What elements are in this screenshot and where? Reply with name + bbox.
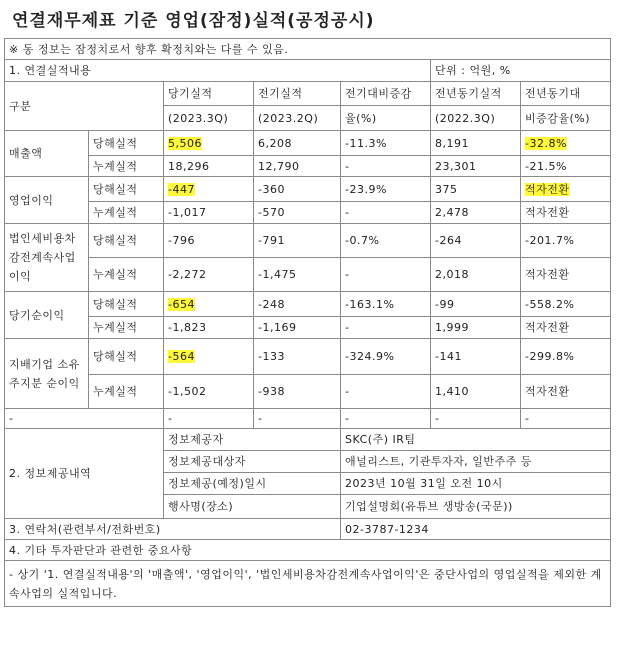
period-label: 당해실적 [89, 177, 164, 202]
header-qoq-sub: 율(%) [341, 106, 431, 131]
note-row [5, 561, 611, 607]
controlling-cum-prev: -938 [254, 375, 341, 409]
controlling-cum-current: -1,502 [164, 375, 254, 409]
pretax-yoy-value: -201.7% [521, 224, 611, 258]
disclosure-table [4, 38, 611, 607]
sales-cum-yoy: -21.5% [521, 156, 611, 177]
net-label: 당기순이익 [5, 292, 89, 339]
pretax-yoy-base-value: -264 [431, 224, 521, 258]
operating-cum-qoq: - [341, 202, 431, 224]
sales-cum-qoq: - [341, 156, 431, 177]
sales-qoq-value: -11.3% [341, 131, 431, 156]
table-row [5, 375, 611, 409]
table-row [5, 258, 611, 292]
net-cum-prev: -1,169 [254, 317, 341, 339]
net-cum-yoy-base: 1,999 [431, 317, 521, 339]
notice-text: ※ 동 정보는 잠정치로서 향후 확정치와는 다를 수 있음. [5, 39, 611, 60]
net-cum-current: -1,823 [164, 317, 254, 339]
section2-label: 2. 정보제공내역 [5, 429, 164, 519]
section3-label: 3. 연락처(관련부서/전화번호) [5, 519, 341, 540]
controlling-yoy-base-value: -141 [431, 339, 521, 375]
event-label: 행사명(장소) [164, 495, 341, 519]
section1-label: 1. 연결실적내용 [5, 60, 431, 82]
period-label: 누계실적 [89, 258, 164, 292]
operating-cum-yoy-base: 2,478 [431, 202, 521, 224]
table-row [5, 339, 611, 375]
table-row [5, 156, 611, 177]
pretax-prev-value: -791 [254, 224, 341, 258]
sales-yoy-value: -32.8% [525, 136, 567, 150]
controlling-label: 지배기업 소유주지분 순이익 [5, 339, 89, 409]
sales-yoy-base-value: 8,191 [431, 131, 521, 156]
empty-cell: - [431, 409, 521, 429]
pretax-label: 법인세비용차감전계속사업이익 [5, 224, 89, 292]
sales-current-value: 5,506 [168, 136, 202, 150]
contact-value: 02-3787-1234 [341, 519, 611, 540]
header-current-period: (2023.3Q) [164, 106, 254, 131]
operating-qoq-value: -23.9% [341, 177, 431, 202]
controlling-prev-value: -133 [254, 339, 341, 375]
sales-label: 매출액 [5, 131, 89, 177]
operating-current-value: -447 [168, 182, 195, 196]
controlling-cum-yoy-base: 1,410 [431, 375, 521, 409]
header-prev: 전기실적 [254, 82, 341, 106]
pretax-cum-yoy-base: 2,018 [431, 258, 521, 292]
pretax-cum-yoy: 적자전환 [521, 258, 611, 292]
table-row [5, 131, 611, 156]
controlling-qoq-value: -324.9% [341, 339, 431, 375]
pretax-cum-qoq: - [341, 258, 431, 292]
empty-cell: - [341, 409, 431, 429]
section4-note: - 상기 '1. 연결실적내용'의 '매출액', '영업이익', '법인세비용차감전계속사업이익'은 중단사업의 영업실적을 제외한 계속사업의 실적입니다. [5, 561, 611, 607]
table-row [5, 292, 611, 317]
operating-yoy-base-value: 375 [431, 177, 521, 202]
pretax-cum-current: -2,272 [164, 258, 254, 292]
sales-cum-yoy-base: 23,301 [431, 156, 521, 177]
period-label: 당해실적 [89, 339, 164, 375]
net-prev-value: -248 [254, 292, 341, 317]
empty-cell: - [254, 409, 341, 429]
period-label: 누계실적 [89, 375, 164, 409]
header-yoy-sub: 비증감율(%) [521, 106, 611, 131]
unit-label: 단위 : 억원, % [431, 60, 611, 82]
sales-cum-prev: 12,790 [254, 156, 341, 177]
net-yoy-base-value: -99 [431, 292, 521, 317]
schedule-value: 2023년 10월 31일 오전 10시 [341, 473, 611, 495]
recipient-label: 정보제공대상자 [164, 451, 341, 473]
section4-label: 4. 기타 투자판단과 관련한 중요사항 [5, 540, 611, 561]
header-yoy: 전년동기대 [521, 82, 611, 106]
net-cum-qoq: - [341, 317, 431, 339]
pretax-cum-prev: -1,475 [254, 258, 341, 292]
period-label: 당해실적 [89, 224, 164, 258]
period-label: 당해실적 [89, 131, 164, 156]
net-qoq-value: -163.1% [341, 292, 431, 317]
operating-cum-yoy: 적자전환 [521, 202, 611, 224]
header-yoy-base-period: (2022.3Q) [431, 106, 521, 131]
pretax-qoq-value: -0.7% [341, 224, 431, 258]
page-title: 연결재무제표 기준 영업(잠정)실적(공정공시) [12, 11, 375, 31]
table-row [5, 177, 611, 202]
controlling-current-value: -564 [168, 350, 195, 363]
operating-yoy-value: 적자전환 [525, 182, 570, 196]
period-label: 누계실적 [89, 156, 164, 177]
header-prev-period: (2023.2Q) [254, 106, 341, 131]
table-row [5, 317, 611, 339]
table-row [5, 224, 611, 258]
controlling-cum-yoy: 적자전환 [521, 375, 611, 409]
header-current: 당기실적 [164, 82, 254, 106]
operating-label: 영업이익 [5, 177, 89, 224]
table-row [5, 202, 611, 224]
recipient-value: 애널리스트, 기관투자자, 일반주주 등 [341, 451, 611, 473]
section1-header-row [5, 60, 611, 82]
empty-cell: - [5, 409, 164, 429]
period-label: 누계실적 [89, 202, 164, 224]
operating-cum-prev: -570 [254, 202, 341, 224]
header-category: 구분 [5, 82, 164, 131]
net-cum-yoy: 적자전환 [521, 317, 611, 339]
net-current-value: -654 [168, 297, 195, 311]
info-row [5, 429, 611, 451]
period-label: 누계실적 [89, 317, 164, 339]
section4-header-row [5, 540, 611, 561]
empty-cell: - [521, 409, 611, 429]
schedule-label: 정보제공(예정)일시 [164, 473, 341, 495]
header-qoq: 전기대비증감 [341, 82, 431, 106]
sales-prev-value: 6,208 [254, 131, 341, 156]
provider-label: 정보제공자 [164, 429, 341, 451]
controlling-yoy-value: -299.8% [521, 339, 611, 375]
period-label: 당해실적 [89, 292, 164, 317]
header-yoy-base: 전년동기실적 [431, 82, 521, 106]
operating-prev-value: -360 [254, 177, 341, 202]
operating-cum-current: -1,017 [164, 202, 254, 224]
provider-value: SKC(주) IR팀 [341, 429, 611, 451]
event-value: 기업설명회(유튜브 생방송(국문)) [341, 495, 611, 519]
net-yoy-value: -558.2% [521, 292, 611, 317]
contact-row [5, 519, 611, 540]
sales-cum-current: 18,296 [164, 156, 254, 177]
controlling-cum-qoq: - [341, 375, 431, 409]
notice-row [5, 39, 611, 60]
empty-row [5, 409, 611, 429]
column-header-row [5, 82, 611, 106]
empty-cell: - [164, 409, 254, 429]
pretax-current-value: -796 [164, 224, 254, 258]
